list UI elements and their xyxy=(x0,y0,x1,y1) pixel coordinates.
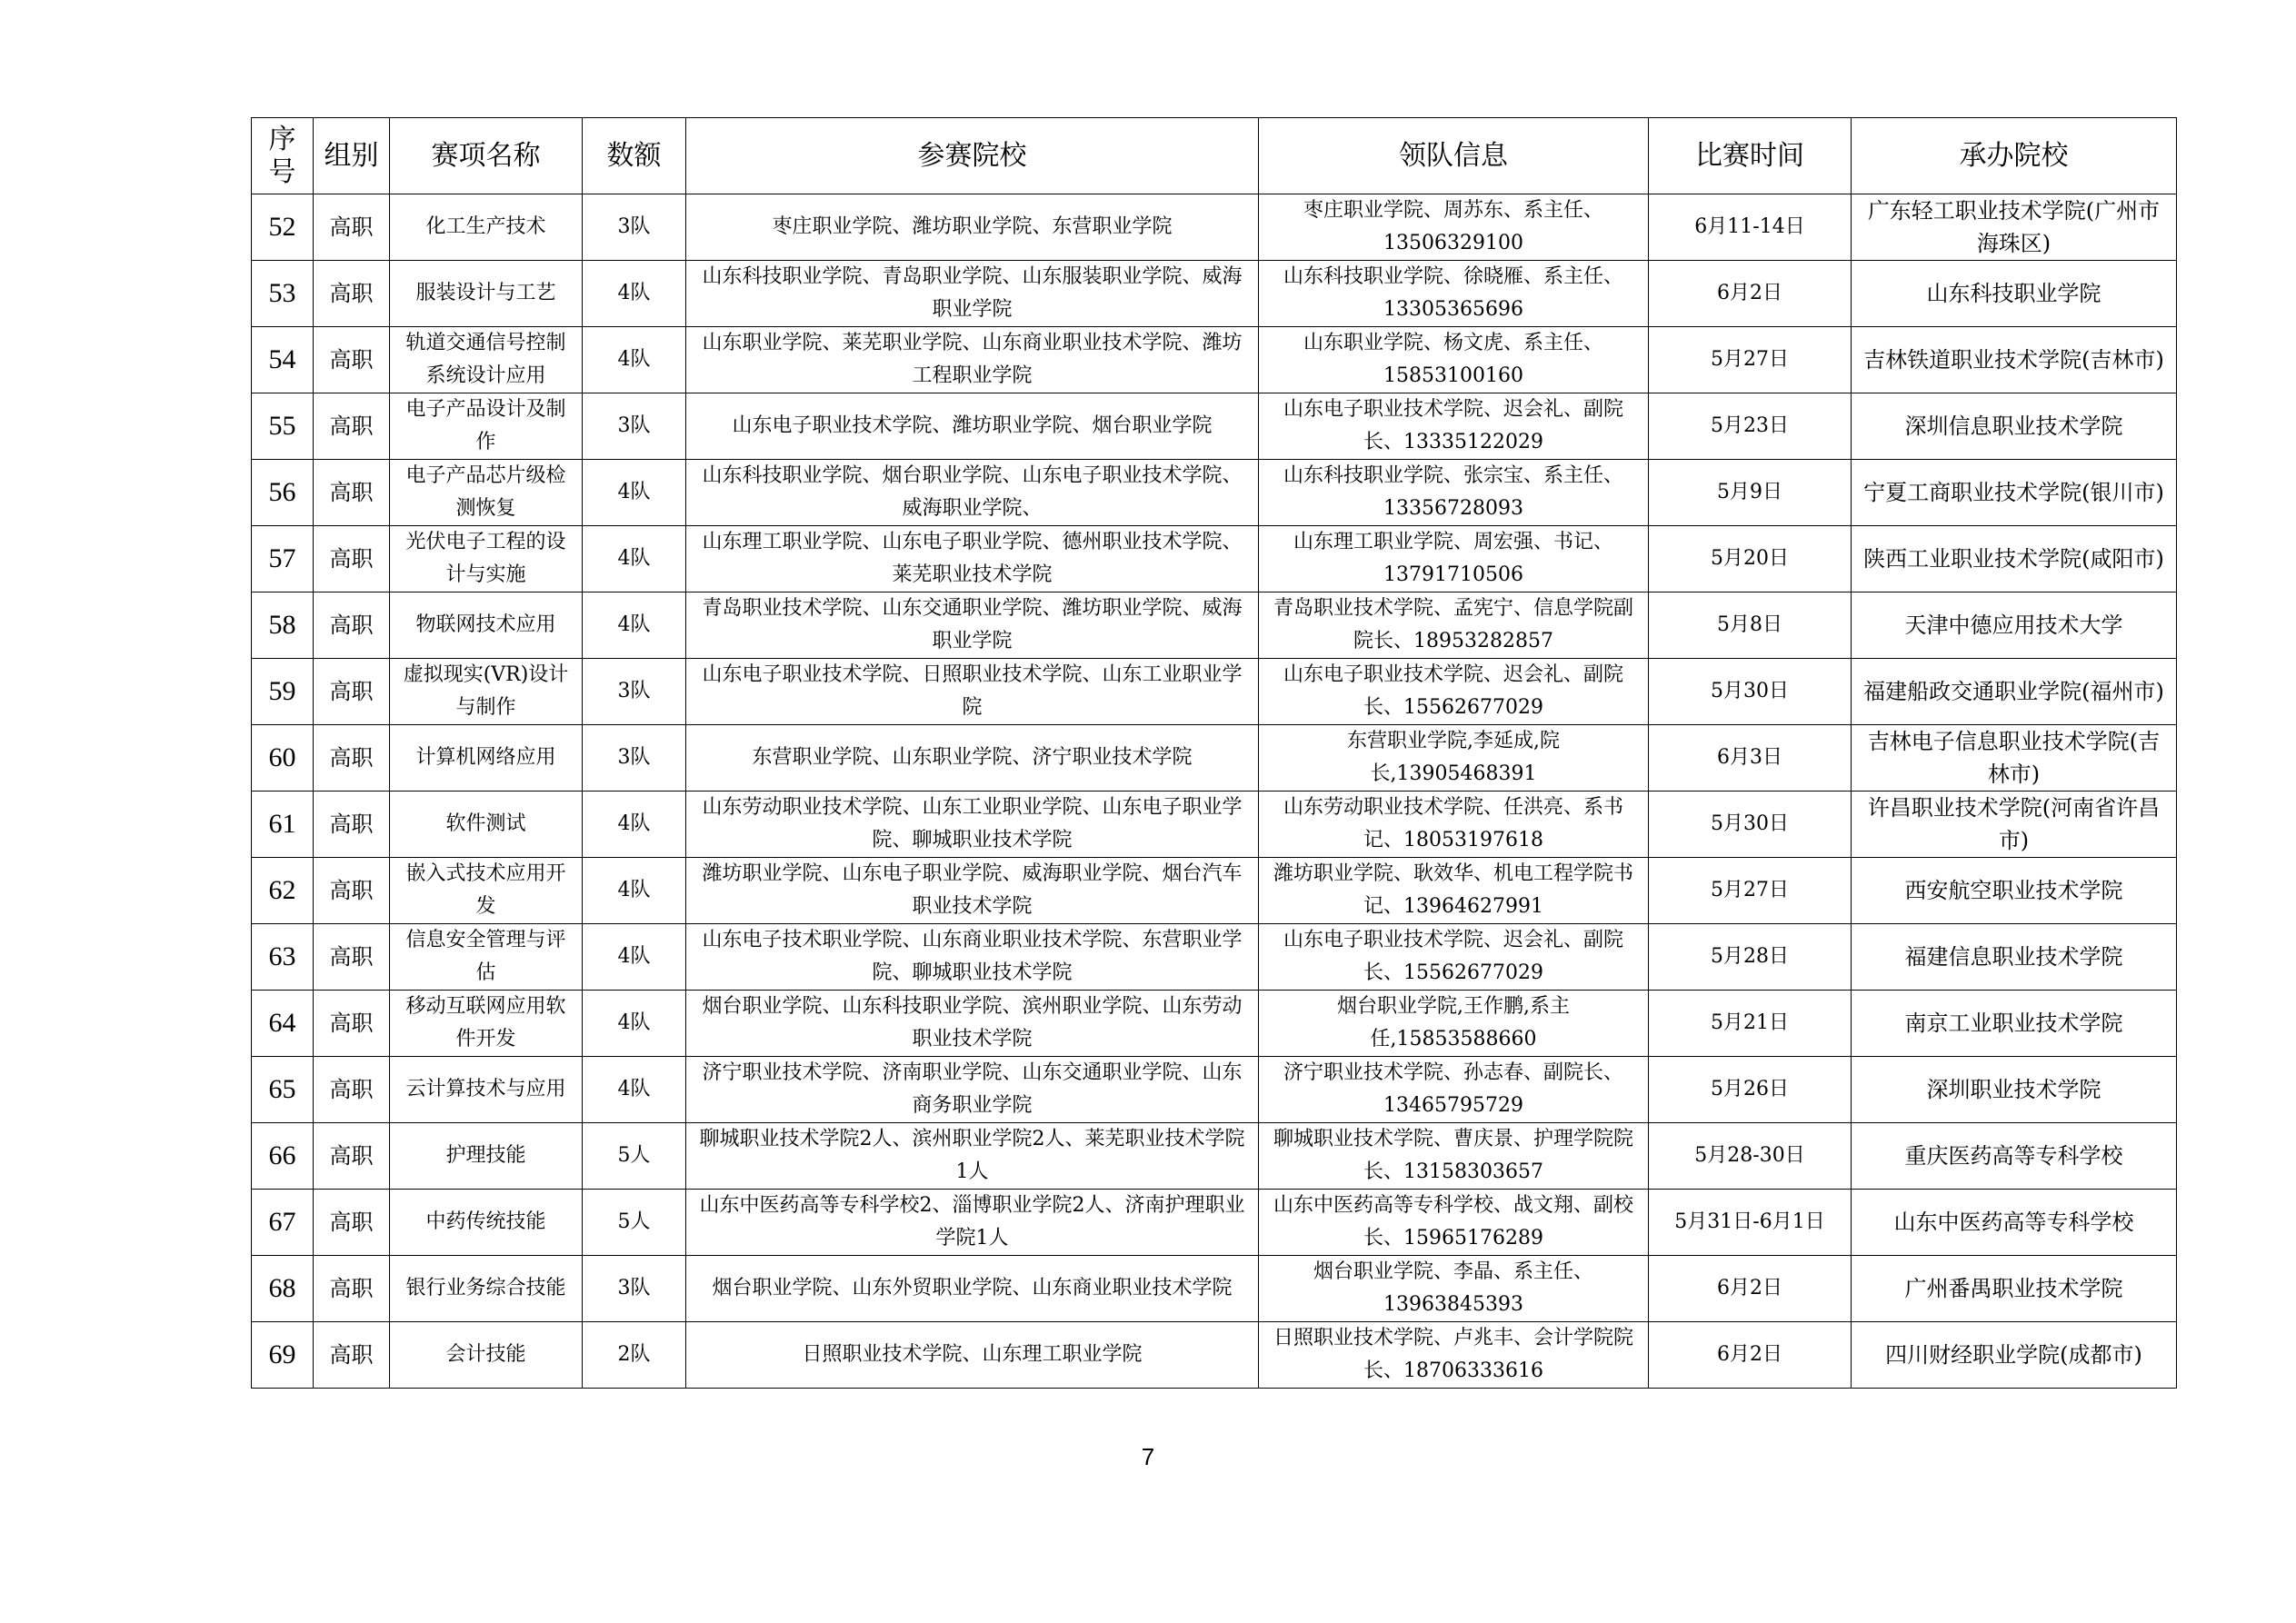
header-row xyxy=(252,118,2177,194)
row-schools: 山东科技职业学院、青岛职业学院、山东服装职业学院、威海职业学院 xyxy=(686,261,1259,327)
header-group: 组别 xyxy=(314,118,390,194)
row-host: 陕西工业职业技术学院(咸阳市) xyxy=(1852,526,2177,592)
row-schools: 济宁职业技术学院、济南职业学院、山东交通职业学院、山东商务职业学院 xyxy=(686,1057,1259,1123)
header-quota: 数额 xyxy=(583,118,686,194)
row-quota: 4队 xyxy=(583,592,686,659)
row-event: 中药传统技能 xyxy=(390,1190,583,1256)
row-time: 6月3日 xyxy=(1649,725,1852,792)
row-host: 四川财经职业学院(成都市) xyxy=(1852,1322,2177,1389)
row-leader: 青岛职业技术学院、孟宪宁、信息学院副院长、18953282857 xyxy=(1259,592,1649,659)
row-event: 软件测试 xyxy=(390,792,583,858)
row-time: 5月27日 xyxy=(1649,327,1852,393)
row-group: 高职 xyxy=(314,393,390,460)
row-time: 6月2日 xyxy=(1649,261,1852,327)
row-quota: 5人 xyxy=(583,1190,686,1256)
row-host: 山东中医药高等专科学校 xyxy=(1852,1190,2177,1256)
table-body xyxy=(252,194,2177,1389)
row-quota: 4队 xyxy=(583,261,686,327)
row-time: 5月30日 xyxy=(1649,792,1852,858)
header-leader: 领队信息 xyxy=(1259,118,1649,194)
row-group: 高职 xyxy=(314,327,390,393)
row-event: 光伏电子工程的设计与实施 xyxy=(390,526,583,592)
row-index: 68 xyxy=(252,1256,314,1322)
header-index: 序号 xyxy=(252,118,314,194)
row-leader: 枣庄职业学院、周苏东、系主任、13506329100 xyxy=(1259,194,1649,261)
table-row xyxy=(252,460,2177,526)
row-host: 重庆医药高等专科学校 xyxy=(1852,1123,2177,1190)
row-quota: 3队 xyxy=(583,1256,686,1322)
row-host: 深圳职业技术学院 xyxy=(1852,1057,2177,1123)
row-group: 高职 xyxy=(314,1190,390,1256)
row-event: 护理技能 xyxy=(390,1123,583,1190)
row-event: 电子产品芯片级检测恢复 xyxy=(390,460,583,526)
row-host: 深圳信息职业技术学院 xyxy=(1852,393,2177,460)
row-index: 59 xyxy=(252,659,314,725)
row-group: 高职 xyxy=(314,858,390,924)
row-quota: 4队 xyxy=(583,526,686,592)
row-index: 55 xyxy=(252,393,314,460)
row-host: 福建信息职业技术学院 xyxy=(1852,924,2177,991)
row-event: 移动互联网应用软件开发 xyxy=(390,991,583,1057)
row-group: 高职 xyxy=(314,526,390,592)
table-row xyxy=(252,792,2177,858)
row-index: 69 xyxy=(252,1322,314,1389)
table-row xyxy=(252,924,2177,991)
row-group: 高职 xyxy=(314,1256,390,1322)
row-index: 67 xyxy=(252,1190,314,1256)
row-time: 5月30日 xyxy=(1649,659,1852,725)
row-host: 许昌职业技术学院(河南省许昌市) xyxy=(1852,792,2177,858)
row-schools: 山东职业学院、莱芜职业学院、山东商业职业技术学院、潍坊工程职业学院 xyxy=(686,327,1259,393)
row-time: 5月31日-6月1日 xyxy=(1649,1190,1852,1256)
row-leader: 山东中医药高等专科学校、战文翔、副校长、15965176289 xyxy=(1259,1190,1649,1256)
row-schools: 烟台职业学院、山东外贸职业学院、山东商业职业技术学院 xyxy=(686,1256,1259,1322)
row-group: 高职 xyxy=(314,1057,390,1123)
header-event: 赛项名称 xyxy=(390,118,583,194)
row-index: 52 xyxy=(252,194,314,261)
row-index: 65 xyxy=(252,1057,314,1123)
row-schools: 山东劳动职业技术学院、山东工业职业学院、山东电子职业学院、聊城职业技术学院 xyxy=(686,792,1259,858)
row-schools: 山东理工职业学院、山东电子职业学院、德州职业技术学院、莱芜职业技术学院 xyxy=(686,526,1259,592)
row-leader: 烟台职业学院、李晶、系主任、13963845393 xyxy=(1259,1256,1649,1322)
row-group: 高职 xyxy=(314,194,390,261)
row-schools: 日照职业技术学院、山东理工职业学院 xyxy=(686,1322,1259,1389)
row-schools: 潍坊职业学院、山东电子职业学院、威海职业学院、烟台汽车职业技术学院 xyxy=(686,858,1259,924)
row-quota: 4队 xyxy=(583,991,686,1057)
table-row xyxy=(252,858,2177,924)
table-row xyxy=(252,1256,2177,1322)
row-schools: 烟台职业学院、山东科技职业学院、滨州职业学院、山东劳动职业技术学院 xyxy=(686,991,1259,1057)
row-quota: 4队 xyxy=(583,460,686,526)
table-row xyxy=(252,261,2177,327)
row-quota: 3队 xyxy=(583,659,686,725)
row-group: 高职 xyxy=(314,592,390,659)
row-time: 5月28-30日 xyxy=(1649,1123,1852,1190)
row-time: 5月20日 xyxy=(1649,526,1852,592)
row-quota: 4队 xyxy=(583,792,686,858)
row-leader: 烟台职业学院,王作鹏,系主任,15853588660 xyxy=(1259,991,1649,1057)
row-group: 高职 xyxy=(314,460,390,526)
table-row xyxy=(252,991,2177,1057)
table-row xyxy=(252,659,2177,725)
row-quota: 3队 xyxy=(583,393,686,460)
row-host: 天津中德应用技术大学 xyxy=(1852,592,2177,659)
row-host: 宁夏工商职业技术学院(银川市) xyxy=(1852,460,2177,526)
row-schools: 山东中医药高等专科学校2、淄博职业学院2人、济南护理职业学院1人 xyxy=(686,1190,1259,1256)
row-time: 6月2日 xyxy=(1649,1256,1852,1322)
table-row xyxy=(252,194,2177,261)
competition-table xyxy=(251,117,2177,1389)
row-quota: 2队 xyxy=(583,1322,686,1389)
header-time: 比赛时间 xyxy=(1649,118,1852,194)
row-event: 物联网技术应用 xyxy=(390,592,583,659)
row-quota: 4队 xyxy=(583,858,686,924)
row-schools: 山东电子技术职业学院、山东商业职业技术学院、东营职业学院、聊城职业技术学院 xyxy=(686,924,1259,991)
row-index: 61 xyxy=(252,792,314,858)
row-group: 高职 xyxy=(314,991,390,1057)
row-leader: 山东电子职业技术学院、迟会礼、副院长、15562677029 xyxy=(1259,924,1649,991)
row-time: 5月26日 xyxy=(1649,1057,1852,1123)
row-event: 化工生产技术 xyxy=(390,194,583,261)
row-leader: 山东电子职业技术学院、迟会礼、副院长、15562677029 xyxy=(1259,659,1649,725)
row-event: 银行业务综合技能 xyxy=(390,1256,583,1322)
row-schools: 东营职业学院、山东职业学院、济宁职业技术学院 xyxy=(686,725,1259,792)
row-quota: 3队 xyxy=(583,725,686,792)
row-index: 64 xyxy=(252,991,314,1057)
row-host: 山东科技职业学院 xyxy=(1852,261,2177,327)
table-row xyxy=(252,393,2177,460)
row-schools: 山东科技职业学院、烟台职业学院、山东电子职业技术学院、威海职业学院、 xyxy=(686,460,1259,526)
row-index: 66 xyxy=(252,1123,314,1190)
row-host: 广州番禺职业技术学院 xyxy=(1852,1256,2177,1322)
row-event: 会计技能 xyxy=(390,1322,583,1389)
row-host: 吉林铁道职业技术学院(吉林市) xyxy=(1852,327,2177,393)
row-index: 56 xyxy=(252,460,314,526)
row-time: 5月27日 xyxy=(1649,858,1852,924)
row-leader: 山东科技职业学院、徐晓雁、系主任、13305365696 xyxy=(1259,261,1649,327)
row-event: 轨道交通信号控制系统设计应用 xyxy=(390,327,583,393)
row-event: 虚拟现实(VR)设计与制作 xyxy=(390,659,583,725)
row-event: 计算机网络应用 xyxy=(390,725,583,792)
table-row xyxy=(252,526,2177,592)
row-time: 5月23日 xyxy=(1649,393,1852,460)
table-row xyxy=(252,592,2177,659)
row-schools: 聊城职业技术学院2人、滨州职业学院2人、莱芜职业技术学院1人 xyxy=(686,1123,1259,1190)
row-quota: 4队 xyxy=(583,1057,686,1123)
table-row xyxy=(252,1190,2177,1256)
row-event: 服装设计与工艺 xyxy=(390,261,583,327)
row-leader: 日照职业技术学院、卢兆丰、会计学院院长、18706333616 xyxy=(1259,1322,1649,1389)
row-time: 6月2日 xyxy=(1649,1322,1852,1389)
row-index: 60 xyxy=(252,725,314,792)
row-group: 高职 xyxy=(314,792,390,858)
header-host: 承办院校 xyxy=(1852,118,2177,194)
table-row xyxy=(252,1123,2177,1190)
row-group: 高职 xyxy=(314,924,390,991)
row-quota: 4队 xyxy=(583,924,686,991)
row-event: 嵌入式技术应用开发 xyxy=(390,858,583,924)
row-schools: 山东电子职业技术学院、潍坊职业学院、烟台职业学院 xyxy=(686,393,1259,460)
row-group: 高职 xyxy=(314,725,390,792)
row-host: 南京工业职业技术学院 xyxy=(1852,991,2177,1057)
row-index: 53 xyxy=(252,261,314,327)
row-event: 云计算技术与应用 xyxy=(390,1057,583,1123)
row-schools: 青岛职业技术学院、山东交通职业学院、潍坊职业学院、威海职业学院 xyxy=(686,592,1259,659)
row-host: 西安航空职业技术学院 xyxy=(1852,858,2177,924)
row-group: 高职 xyxy=(314,659,390,725)
row-time: 6月11-14日 xyxy=(1649,194,1852,261)
row-quota: 3队 xyxy=(583,194,686,261)
table-row xyxy=(252,327,2177,393)
table-row xyxy=(252,1322,2177,1389)
row-host: 福建船政交通职业学院(福州市) xyxy=(1852,659,2177,725)
row-index: 58 xyxy=(252,592,314,659)
row-quota: 4队 xyxy=(583,327,686,393)
row-leader: 东营职业学院,李延成,院长,13905468391 xyxy=(1259,725,1649,792)
row-time: 5月8日 xyxy=(1649,592,1852,659)
row-leader: 山东职业学院、杨文虎、系主任、15853100160 xyxy=(1259,327,1649,393)
row-leader: 济宁职业技术学院、孙志春、副院长、13465795729 xyxy=(1259,1057,1649,1123)
row-schools: 枣庄职业学院、潍坊职业学院、东营职业学院 xyxy=(686,194,1259,261)
row-leader: 聊城职业技术学院、曹庆景、护理学院院长、13158303657 xyxy=(1259,1123,1649,1190)
table-row xyxy=(252,1057,2177,1123)
header-schools: 参赛院校 xyxy=(686,118,1259,194)
row-leader: 山东电子职业技术学院、迟会礼、副院长、13335122029 xyxy=(1259,393,1649,460)
row-group: 高职 xyxy=(314,1123,390,1190)
row-leader: 山东理工职业学院、周宏强、书记、13791710506 xyxy=(1259,526,1649,592)
row-time: 5月9日 xyxy=(1649,460,1852,526)
row-index: 63 xyxy=(252,924,314,991)
row-host: 吉林电子信息职业技术学院(吉林市) xyxy=(1852,725,2177,792)
page-number: 7 xyxy=(1141,1443,1155,1470)
row-time: 5月28日 xyxy=(1649,924,1852,991)
row-group: 高职 xyxy=(314,1322,390,1389)
row-leader: 山东劳动职业技术学院、任洪亮、系书记、18053197618 xyxy=(1259,792,1649,858)
row-schools: 山东电子职业技术学院、日照职业技术学院、山东工业职业学院 xyxy=(686,659,1259,725)
row-host: 广东轻工职业技术学院(广州市海珠区) xyxy=(1852,194,2177,261)
table-row xyxy=(252,725,2177,792)
row-group: 高职 xyxy=(314,261,390,327)
row-index: 62 xyxy=(252,858,314,924)
row-event: 信息安全管理与评估 xyxy=(390,924,583,991)
row-quota: 5人 xyxy=(583,1123,686,1190)
row-leader: 山东科技职业学院、张宗宝、系主任、13356728093 xyxy=(1259,460,1649,526)
row-index: 57 xyxy=(252,526,314,592)
row-index: 54 xyxy=(252,327,314,393)
row-time: 5月21日 xyxy=(1649,991,1852,1057)
row-leader: 潍坊职业学院、耿效华、机电工程学院书记、13964627991 xyxy=(1259,858,1649,924)
row-event: 电子产品设计及制作 xyxy=(390,393,583,460)
